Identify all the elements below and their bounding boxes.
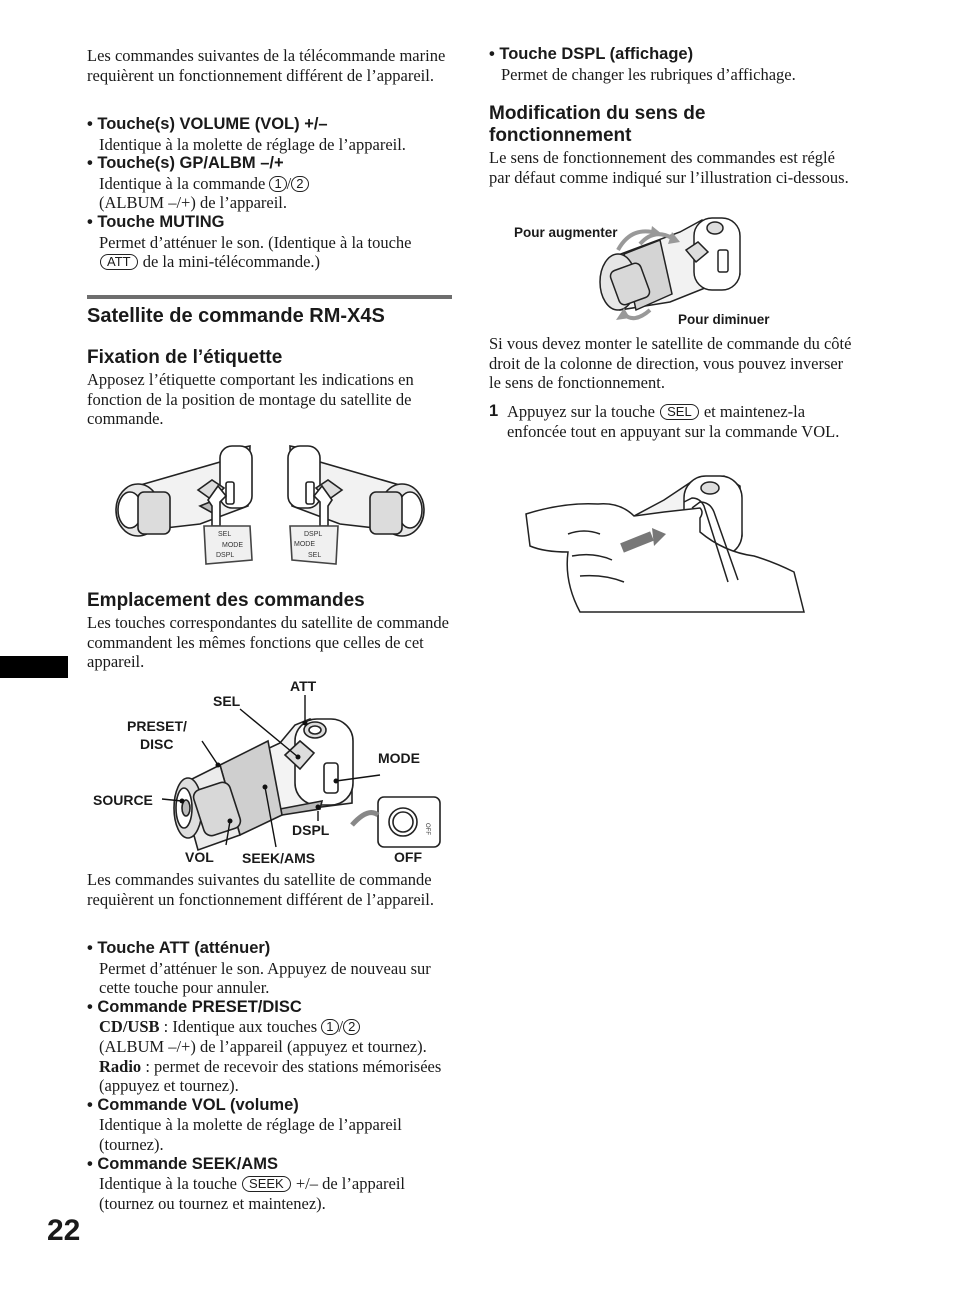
key-att: ATT xyxy=(100,254,138,270)
fix-right-sel: SEL xyxy=(308,552,322,559)
label-seek: SEEK/AMS xyxy=(242,850,316,866)
bullet-dspl-head: • Touche DSPL (affichage) xyxy=(489,45,694,63)
after-paragraph: Les commandes suivantes du satellite de commande requièrent un fonctionnement différent de l’appareil. xyxy=(87,870,434,909)
emplacement-title: Emplacement des commandes xyxy=(87,590,365,611)
fix-left-mode: MODE xyxy=(222,542,243,549)
label-dspl: DSPL xyxy=(292,822,330,838)
bullet-vol-head: • Commande VOL (volume) xyxy=(87,1095,299,1114)
bullet-gp-head: • Touche(s) GP/ALBM –/+ xyxy=(87,154,284,173)
right-paragraph-2: Si vous devez monter le satellite de commande du côté droit de la colonne de direction, vous pouvez inverser le sens de fonctionnement. xyxy=(489,334,852,393)
label-vol: VOL xyxy=(185,849,214,865)
bullet-seek-head: • Commande SEEK/AMS xyxy=(87,1154,278,1173)
bullet-att-body: Permet d’atténuer le son. Appuyez de nouveau sur cette touche pour annuler. xyxy=(99,958,431,998)
satellite-bullets xyxy=(87,939,455,1213)
modification-title: Modification du sens de fonctionnement xyxy=(489,103,706,146)
label-pour-diminuer: Pour diminuer xyxy=(678,312,770,327)
chapter-tab xyxy=(0,656,68,678)
bullet-att-head: • Touche ATT (atténuer) xyxy=(87,939,271,957)
key-sel: SEL xyxy=(660,404,699,420)
label-att: ATT xyxy=(290,678,317,694)
dspl-bullet xyxy=(489,45,859,84)
bullet-muting-body: Permet d’atténuer le son. (Identique à la touche ATT de la mini-télécommande.) xyxy=(99,232,412,272)
bullet-seek-body: Identique à la touche SEEK +/– de l’appareil (tournez ou tournez et maintenez). xyxy=(99,1174,406,1213)
key-seek: SEEK xyxy=(242,1176,291,1192)
bullet-muting-head: • Touche MUTING xyxy=(87,212,225,231)
bullet-dspl-body: Permet de changer les rubriques d’affichage. xyxy=(501,64,796,84)
step-text: Appuyez sur la touche SEL et maintenez-la enfoncée tout en appuyant sur la commande VOL. xyxy=(507,402,840,441)
emplacement-text: Les touches correspondantes du satellite de commande commandent les mêmes fonctions que celles de cet appareil. xyxy=(87,613,449,672)
bullet-preset-radio: Radio : permet de recevoir des stations mémorisées (appuyez et tournez). xyxy=(99,1056,442,1096)
key-1b: 1 xyxy=(321,1019,338,1035)
fixation-title: Fixation de l’étiquette xyxy=(87,347,283,368)
controls-illustration xyxy=(90,675,450,870)
label-preset: PRESET/ xyxy=(127,718,187,734)
bullet-preset-head: • Commande PRESET/DISC xyxy=(87,997,302,1016)
label-sel: SEL xyxy=(213,693,241,709)
label-disc: DISC xyxy=(140,736,174,752)
fixation-text: Apposez l’étiquette comportant les indications en fonction de la position de montage du satellite de commande. xyxy=(87,370,414,429)
key-2: 2 xyxy=(291,176,308,192)
fix-right-dspl: DSPL xyxy=(304,531,323,538)
bullet-volume-body: Identique à la molette de réglage de l’appareil. xyxy=(99,134,406,154)
hand-illustration xyxy=(524,472,808,614)
intro-paragraph: Les commandes suivantes de la télécommande marine requièrent un fonctionnement différent de l’appareil. xyxy=(87,46,446,85)
fix-left-sel: SEL xyxy=(218,531,232,538)
remote-bullets xyxy=(87,115,455,272)
fix-right-mode: MODE xyxy=(294,541,315,548)
key-2b: 2 xyxy=(343,1019,360,1035)
label-mode: MODE xyxy=(378,750,420,766)
fix-left-dspl: DSPL xyxy=(216,552,235,559)
step-number: 1 xyxy=(489,402,499,420)
section-title: Satellite de commande RM-X4S xyxy=(87,305,385,327)
label-pour-augmenter: Pour augmenter xyxy=(514,225,618,240)
label-illustration xyxy=(100,436,440,568)
bullet-vol-body: Identique à la molette de réglage de l’appareil (tournez). xyxy=(99,1115,402,1154)
page-number: 22 xyxy=(47,1214,81,1247)
step-1 xyxy=(489,402,859,441)
key-1: 1 xyxy=(269,176,286,192)
label-source: SOURCE xyxy=(93,792,153,808)
section-rule xyxy=(87,295,452,299)
bullet-gp-body: Identique à la commande 1 / 2 (ALBUM –/+) de l’appareil. xyxy=(99,174,455,213)
off-small-label: OFF xyxy=(424,823,430,835)
modification-text: Le sens de fonctionnement des commandes est réglé par défaut comme indiqué sur l’illustration ci-dessous. xyxy=(489,148,849,187)
label-off: OFF xyxy=(394,849,422,865)
bullet-volume-head: • Touche(s) VOLUME (VOL) +/– xyxy=(87,115,328,133)
bullet-preset-cd: CD/USB : Identique aux touches 1 / 2 (ALBUM –/+) de l’appareil (appuyez et tournez). xyxy=(99,1017,427,1056)
